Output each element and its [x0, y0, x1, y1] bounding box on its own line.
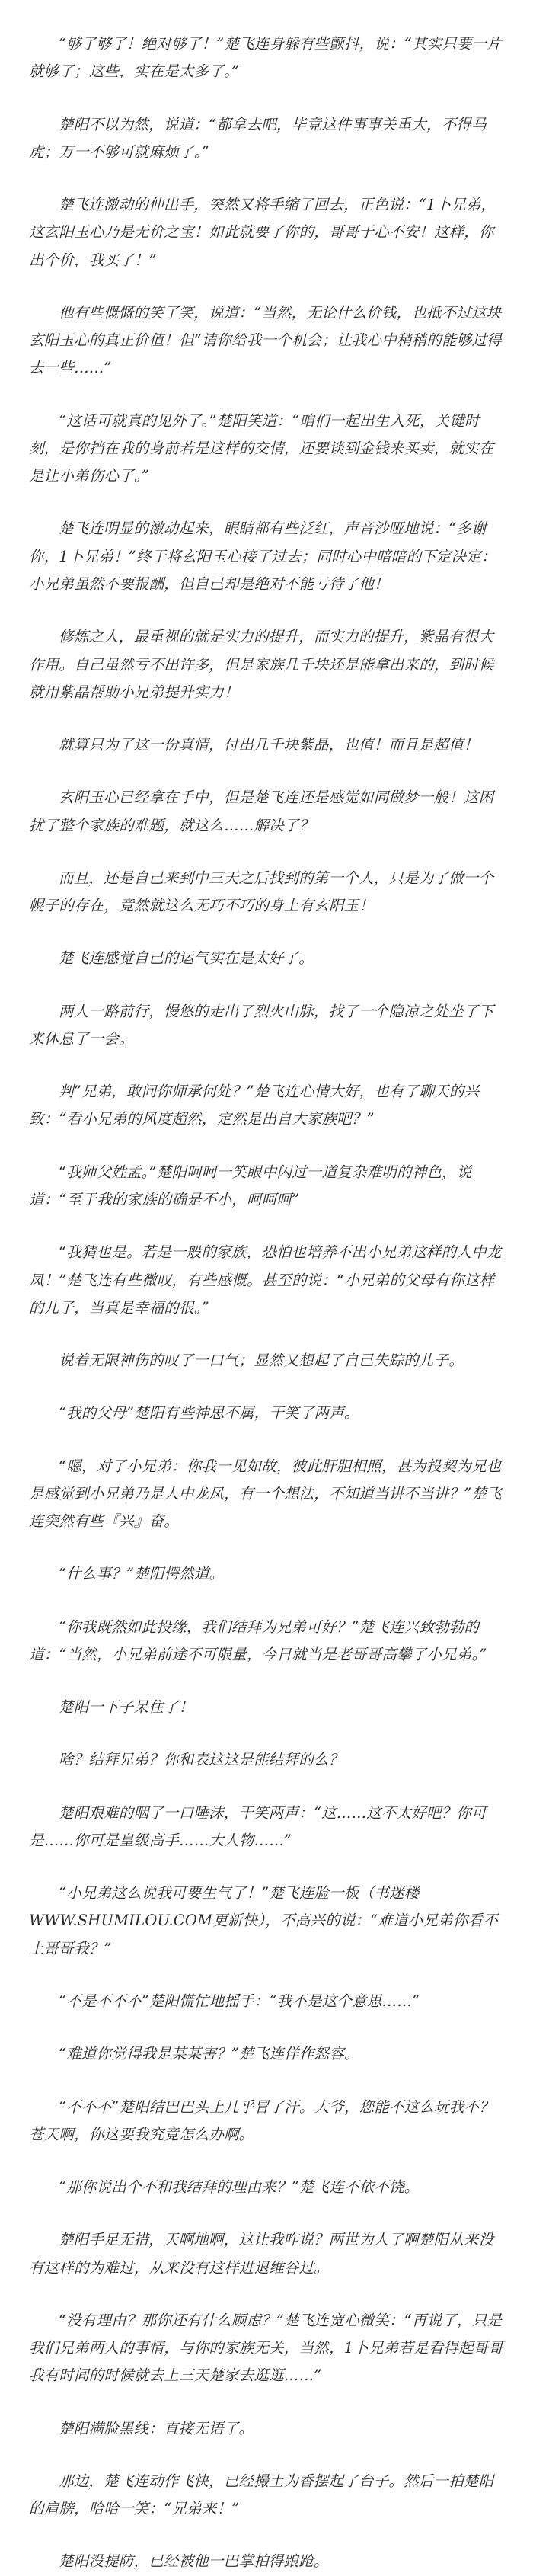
- paragraph: 玄阳玉心已经拿在手中，但是楚飞连还是感觉如同做梦一般！这困扰了整个家族的难题，就这么……解决了？: [29, 789, 494, 834]
- paragraph: “那你说出个不和我结拜的理由来？”楚飞连不依不饶。: [59, 2178, 420, 2197]
- paragraph: 楚阳手足无措，天啊地啊，这让我咋说？两世为人了啊楚阳从来没有这样的为难过，从来没有这样进退维谷过。: [29, 2231, 494, 2277]
- paragraph: “嗯，对了小兄弟：你我一见如故，彼此肝胆相照，甚为投契为兄也是感觉到小兄弟乃是人中龙凤，有一个想法，不知道当讲不当讲？”楚飞连突然有些『兴』奋。: [29, 1457, 502, 1531]
- paragraph: 说着无限神伤的叹了一口气；显然又想起了自己失踪的儿子。: [59, 1352, 464, 1370]
- paragraph: 楚阳艰难的咽了一口唾沫，干笑两声：“这……这不太好吧？你可是……你可是皇级高手……大人物……”: [29, 1803, 487, 1849]
- paragraph: “够了够了！绝对够了！”楚飞连身躲有些颤抖，说：“其实只要一片就够了；这些，实在是太多了。”: [29, 35, 503, 81]
- paragraph: 楚阳满脸黑线：直接无语了。: [59, 2419, 254, 2437]
- paragraph: “不是不不不”楚阳慌忙地摇手：“我不是这个意思……”: [59, 1992, 420, 2011]
- paragraph: 楚阳没提防，已经被他一巴掌拍得踉跄。: [59, 2552, 329, 2571]
- paragraph: “没有理由？那你还有什么顾虑？”楚飞连宽心微笑：“再说了，只是我们兄弟两人的事情，与你的家族无关，当然，1卜兄弟若是看得起哥哥我有时间的时候就去上三天楚家去逛逛……”: [29, 2311, 504, 2385]
- paragraph: 楚飞连激动的伸出手，突然又将手缩了回去，正色说：“1卜兄弟，这玄阳玉心乃是无价之宝！如此就要了你的，哥哥于心不安！这样，你出个价，我买了！”: [29, 196, 496, 269]
- paragraph: 楚阳一下子呆住了！: [59, 1698, 194, 1717]
- paragraph: “难道你觉得我是某某害？”楚飞连佯作怒容。: [59, 2045, 359, 2063]
- paragraph: “我猜也是。若是一般的家族，恐怕也培养不出小兄弟这样的人中龙凤！”楚飞连有些微叹，有些感慨。甚至的说：“小兄弟的父母有你这样的儿子，当真是幸福的很。”: [29, 1243, 502, 1317]
- paragraph: 楚飞连明显的激动起来，眼睛都有些泛红，声音沙哑地说：“多谢你，1卜兄弟！”终于将玄阳玉心接了过去；同时心中暗暗的下定决定：小兄弟虽然不要报酬，但自己却是绝对不能亏待了他！: [29, 520, 496, 593]
- paragraph: “什么事？”楚阳愕然道。: [59, 1565, 225, 1583]
- paragraph: 他有些慨慨的笑了笑，说道：“当然，无论什么价钱，也抵不过这块玄阳玉心的真正价值！但“请你给我一个机会；让我心中稍稍的能够过得去一些……”: [29, 303, 502, 377]
- paragraph: 而且，还是自己来到中三天之后找到的第一个人，只是为了做一个幌子的存在，竟然就这么无巧不巧的身上有玄阳玉！: [29, 869, 494, 915]
- paragraph: 判”兄弟，敢问你师承何处？”楚飞连心情大好，也有了聊天的兴致：“看小兄弟的风度超然，定然是出自大家族吧？”: [29, 1083, 480, 1128]
- paragraph: 修炼之人，最重视的就是实力的提升，而实力的提升，紫晶有很大作用。自己虽然亏不出许多，但是家族几千块还是能拿出来的，到时候就用紫晶帮助小兄弟提升实力！: [29, 628, 494, 701]
- paragraph: 楚阳不以为然，说道：“都拿去吧，毕竟这件事事关重大，不得马虎；万一不够可就麻烦了。”: [29, 115, 487, 161]
- paragraph: “我的父母”楚阳有些神思不属，干笑了两声。: [59, 1404, 359, 1422]
- paragraph: “你我既然如此投缘，我们结拜为兄弟可好？”楚飞连兴致勃勃的道：“当然，小兄弟前途不可限量，今日就当是老哥哥高攀了小兄弟。”: [29, 1618, 487, 1663]
- paragraph: 啥？结拜兄弟？你和表这这是能结拜的么？: [59, 1751, 344, 1769]
- paragraph: “我师父姓孟。”楚阳呵呵一笑眼中闪过一道复杂难明的神色，说道：“至于我的家族的确是不小，呵呵呵”: [29, 1163, 472, 1208]
- paragraph: “小兄弟这么说我可要生气了！”楚飞连脸一板（书迷楼WWW.SHUMILOU.COM更新快），不高兴的说：“难道小兄弟你看不上哥哥我？”: [29, 1884, 498, 1957]
- paragraph: “这话可就真的见外了。”楚阳笑道：“咱们一起出生入死，关键时刻，是你挡在我的身前若是这样的交情，还要谈到金钱来买卖，就实在是让小弟伤心了。”: [29, 411, 494, 485]
- paragraph: 那边，楚飞连动作飞快，已经撮土为香摆起了台子。然后一拍楚阳的肩膀，哈哈一笑：“兄弟来！”: [29, 2472, 494, 2518]
- paragraph: 楚飞连感觉自己的运气实在是太好了。: [59, 949, 314, 968]
- paragraph: “不不不”楚阳结巴巴头上几乎冒了汗。大爷，您能不这么玩我不？苍天啊，你这要我究竟怎么办啊。: [29, 2098, 494, 2143]
- paragraph: 两人一路前行，慢悠的走出了烈火山脉，找了一个隐凉之处坐了下来休息了一会。: [29, 1002, 494, 1048]
- paragraph: 就算只为了这一份真情，付出几千块紫晶，也值！而且是超值！: [59, 736, 479, 754]
